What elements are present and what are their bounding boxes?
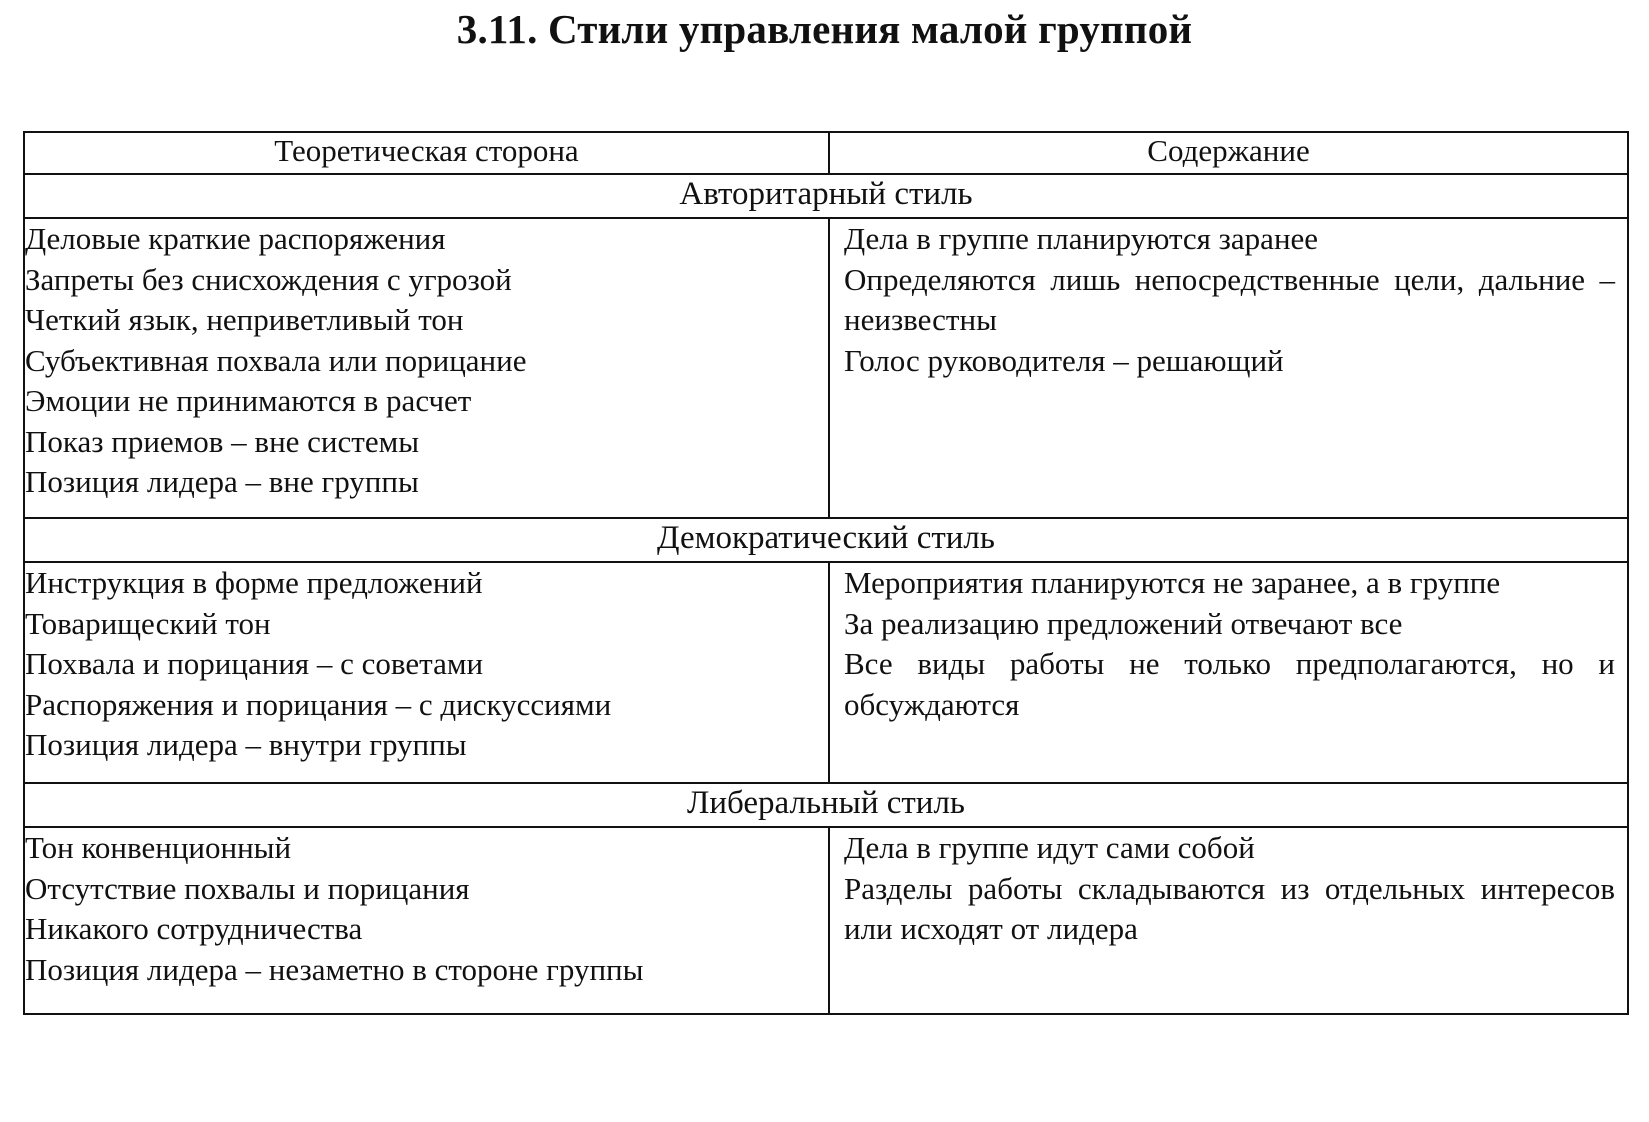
theory-item: Четкий язык, неприветливый тон: [25, 302, 464, 337]
theory-item: Деловые краткие распоряжения: [25, 221, 446, 256]
content-cell-authoritarian: [829, 218, 1628, 518]
section-title-democratic: Демократический стиль: [24, 518, 1628, 562]
theory-item: Субъективная похвала или порицание: [25, 342, 527, 378]
content-item: Голос руководителя – решающий: [844, 342, 1284, 378]
content-cell-democratic: [829, 562, 1628, 783]
theory-item: Запреты без снисхождения с угрозой: [25, 261, 512, 297]
section-body-row: [24, 827, 1628, 1014]
column-header-content: Содержание: [829, 132, 1628, 174]
theory-item: Эмоции не принимаются в расчет: [25, 383, 472, 418]
theory-item: Товарищеский тон: [25, 605, 271, 641]
theory-item: Позиция лидера – вне группы: [25, 464, 419, 499]
column-header-row: [24, 132, 1628, 174]
section-header-row: [24, 174, 1628, 218]
theory-cell-liberal: [24, 827, 829, 1014]
content-item: Дела в группе планируются заранее: [844, 221, 1319, 256]
content-item: Определяются лишь непосредственные цели, дальние – неизвестны: [844, 261, 1615, 337]
content-item: Все виды работы не только предполагаются, но и обсуждаются: [844, 646, 1615, 722]
management-styles-table: [23, 131, 1629, 1015]
content-item: Мероприятия планируются не заранее, а в группе: [844, 565, 1501, 600]
theory-item: Никакого сотрудничества: [25, 911, 363, 946]
theory-item: Похвала и порицания – с советами: [25, 646, 484, 681]
section-body-row: [24, 562, 1628, 783]
theory-item: Позиция лидера – внутри группы: [25, 727, 467, 762]
content-item: Разделы работы складываются из отдельных интересов или исходят от лидера: [844, 870, 1615, 946]
section-body-row: [24, 218, 1628, 518]
theory-item: Инструкция в форме предложений: [25, 565, 483, 600]
page-title: 3.11. Стили управления малой группой: [456, 6, 1193, 52]
section-header-row: [24, 518, 1628, 562]
theory-item: Показ приемов – вне системы: [25, 423, 420, 459]
theory-item: Тон конвенционный: [25, 830, 292, 865]
content-item: За реализацию предложений отвечают все: [844, 605, 1403, 641]
column-header-theory: Теоретическая сторона: [24, 132, 829, 174]
content-cell-liberal: [829, 827, 1628, 1014]
content-item: Дела в группе идут сами собой: [844, 830, 1255, 865]
theory-cell-democratic: [24, 562, 829, 783]
theory-item: Отсутствие похвалы и порицания: [25, 870, 470, 906]
theory-item: Распоряжения и порицания – с дискуссиями: [25, 686, 612, 722]
section-title-liberal: Либеральный стиль: [24, 783, 1628, 827]
section-header-row: [24, 783, 1628, 827]
theory-item: Позиция лидера – незаметно в стороне группы: [25, 951, 644, 987]
theory-cell-authoritarian: [24, 218, 829, 518]
section-title-authoritarian: Авторитарный стиль: [24, 174, 1628, 218]
